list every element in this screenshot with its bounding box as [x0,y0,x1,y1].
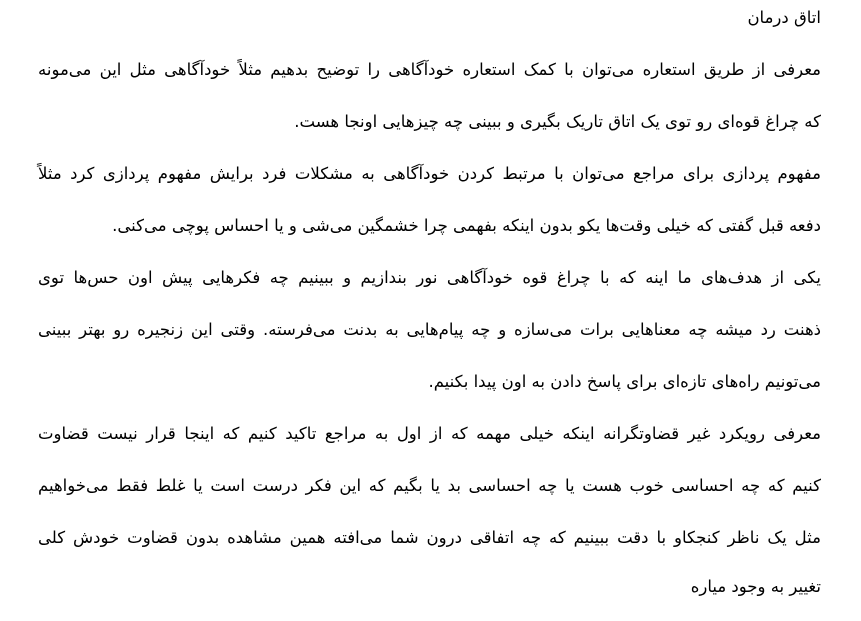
paragraph-line-3: مفهوم پردازی برای مراجع می‌توان با مرتبط کردن خودآگاهی به مشکلات فرد برایش مفهوم پردازی کرد مثلاً [38,164,821,183]
paragraph-line-8: معرفی رویکرد غیر قضاوتگرانه اینکه خیلی مهمه که از اول به مراجع تاکید کنیم که اینجا قرار نیست قضاوت [38,424,821,443]
paragraph-line-7: می‌تونیم راه‌های تازه‌ای برای پاسخ دادن به اون پیدا بکنیم. [428,372,821,391]
paragraph-line-5: یکی از هدف‌های ما اینه که با چراغ قوه خودآگاهی نور بندازیم و ببینیم چه فکرهایی پیش اون حس‌ها توی [38,268,821,287]
paragraph-line-11: تغییر به وجود میاره [690,577,821,596]
paragraph-line-6: ذهنت رد میشه چه معناهایی برات می‌سازه و چه پیام‌هایی به بدنت می‌فرسته. وقتی این زنجیره رو بهتر ببینی [38,320,821,339]
document-title: اتاق درمان [747,8,821,27]
paragraph-line-9: کنیم که چه احساسی خوب هست یا چه احساسی بد یا بگیم که این فکر درست است یا غلط فقط می‌خواهیم [38,476,821,495]
paragraph-line-10: مثل یک ناظر کنجکاو با دقت ببینیم که چه اتفاقی درون شما می‌افته همین مشاهده بدون قضاوت خودش کلی [38,528,821,547]
paragraph-line-2: که چراغ قوه‌ای رو توی یک اتاق تاریک بگیری و ببینی چه چیزهایی اونجا هست. [294,112,821,131]
paragraph-line-4: دفعه قبل گفتی که خیلی وقت‌ها یکو بدون اینکه بفهمی چرا خشمگین می‌شی و یا احساس پوچی می‌کنی. [112,216,821,235]
paragraph-line-1: معرفی از طریق استعاره می‌توان با کمک استعاره خودآگاهی را توضیح بدهیم مثلاً خودآگاهی مثل این می‌مونه [38,60,821,79]
